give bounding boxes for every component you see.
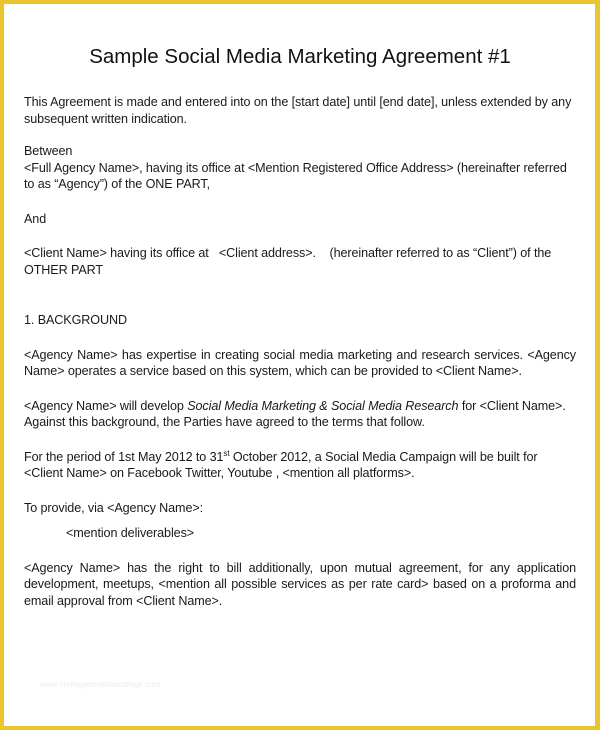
party-one-text: , having its office at <Mention Registered Office Address> (hereinafter referred to as “Agency”) of the ONE PART,	[24, 160, 567, 191]
para2-suffix: for <Client Name>. Against this background, the Parties have agreed to the terms that follow.	[24, 398, 566, 429]
between-label: Between	[24, 144, 73, 158]
party-two-paragraph	[24, 245, 576, 278]
campaign-period-paragraph	[24, 449, 576, 482]
agreement-document	[24, 44, 576, 609]
background-paragraph-1: <Agency Name> has expertise in creating social media marketing and research services. <Agency Name> operates a service based on this system, which can be provided to <Client Name>.	[24, 347, 576, 378]
para3-suffix: October 2012, a Social Media Campaign will be built for <Client Name> on Facebook Twitter, Youtube , <mention all platforms>.	[24, 449, 538, 480]
party-two-text: having its office at <Client address>. (hereinafter referred to as “Client”) of the OTHER PART	[24, 246, 555, 277]
section-heading-background: 1. BACKGROUND	[24, 313, 127, 327]
party-one-name: <Full Agency Name>	[24, 160, 140, 175]
para3-prefix: For the period of 1st May 2012 to 31	[24, 449, 224, 464]
provide-label: To provide, via <Agency Name>:	[24, 500, 204, 515]
para2-emphasis: Social Media Marketing & Social Media Research	[187, 398, 459, 413]
intro-paragraph: This Agreement is made and entered into on the [start date] until [end date], unless extended by any subsequent written indication.	[24, 95, 572, 126]
party-one-paragraph	[24, 160, 576, 193]
and-label: And	[24, 211, 47, 226]
para3-superscript: st	[223, 448, 230, 458]
deliverables-item: <mention deliverables>	[66, 526, 195, 540]
billing-paragraph: <Agency Name> has the right to bill additionally, upon mutual agreement, for any application development, meetups, <mention all possible services as per rate card> based on a proforma and email approval from <Client Name>.	[24, 560, 576, 608]
watermark-text: www.heritagechristiancollege.com	[40, 680, 161, 689]
party-two-name: <Client Name>	[24, 246, 107, 260]
background-paragraph-2	[24, 398, 576, 431]
para2-prefix: <Agency Name> will develop	[24, 398, 188, 413]
document-title: Sample Social Media Marketing Agreement #1	[89, 45, 511, 68]
